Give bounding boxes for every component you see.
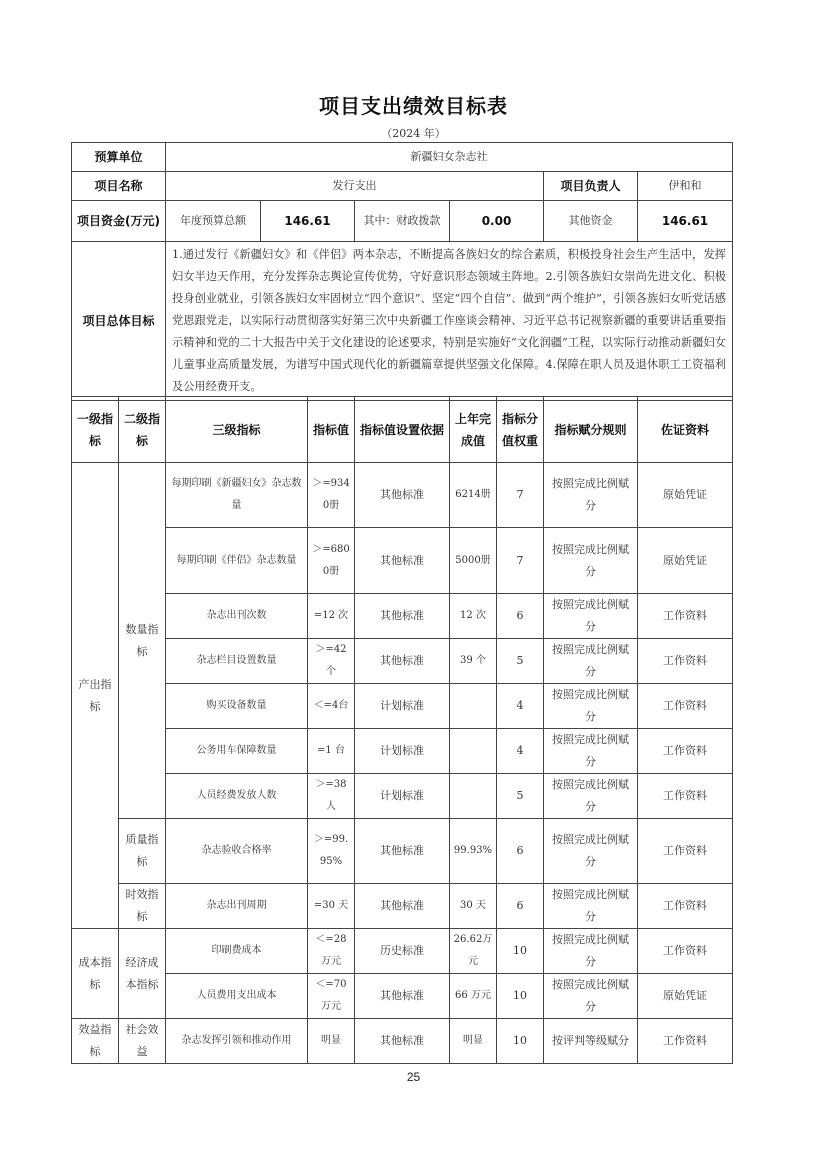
level2-timeliness: 时效指标: [119, 884, 166, 929]
indicator-basis: 其他标准: [355, 463, 450, 528]
indicator-name: 杂志发挥引领和推动作用: [166, 1019, 308, 1064]
evidence: 工作资料: [638, 929, 733, 974]
scoring-rule: 按照完成比例赋分: [544, 729, 638, 774]
table-row: [72, 974, 733, 1019]
last-year-value: 99.93%: [450, 819, 497, 884]
evidence: 工作资料: [638, 884, 733, 929]
evidence: 工作资料: [638, 819, 733, 884]
indicator-basis: 计划标准: [355, 729, 450, 774]
weight: 5: [497, 774, 544, 819]
scoring-rule: 按照完成比例赋分: [544, 929, 638, 974]
indicator-value: ＜=28万元: [308, 929, 355, 974]
table-row: [72, 884, 733, 929]
col-header-last-year: 上年完成值: [450, 397, 497, 463]
last-year-value: 5000册: [450, 528, 497, 594]
scoring-rule: 按照完成比例赋分: [544, 884, 638, 929]
indicator-value: ＞=99.95%: [308, 819, 355, 884]
table-row: [72, 929, 733, 974]
indicator-basis: 其他标准: [355, 884, 450, 929]
col-header-rule: 指标赋分规则: [544, 397, 638, 463]
table-row: [72, 729, 733, 774]
indicator-basis: 其他标准: [355, 1019, 450, 1064]
indicator-basis: 其他标准: [355, 819, 450, 884]
col-header-level2: 二级指标: [119, 397, 166, 463]
weight: 7: [497, 463, 544, 528]
col-header-evidence: 佐证资料: [638, 397, 733, 463]
funds-label: 项目资金(万元): [72, 201, 166, 242]
table-row: [72, 684, 733, 729]
scoring-rule: 按照完成比例赋分: [544, 684, 638, 729]
last-year-value: [450, 684, 497, 729]
indicator-value: ＞=38人: [308, 774, 355, 819]
goal-label: 项目总体目标: [72, 242, 166, 401]
col-header-level3: 三级指标: [166, 397, 308, 463]
evidence: 原始凭证: [638, 463, 733, 528]
scoring-rule: 按照完成比例赋分: [544, 463, 638, 528]
evidence: 工作资料: [638, 684, 733, 729]
project-lead-value: 伊和和: [638, 172, 733, 201]
indicator-name: 每期印刷《新疆妇女》杂志数量: [166, 463, 308, 528]
project-name-label: 项目名称: [72, 172, 166, 201]
weight: 5: [497, 639, 544, 684]
last-year-value: 26.62万元: [450, 929, 497, 974]
last-year-value: 12 次: [450, 594, 497, 639]
indicator-value: ＞=6800册: [308, 528, 355, 594]
indicator-basis: 其他标准: [355, 594, 450, 639]
goal-text: 1.通过发行《新疆妇女》和《伴侣》两本杂志，不断提高各族妇女的综合素质，积极投身社会生产生活中，发挥妇女半边天作用，充分发挥杂志舆论宣传优势，守好意识形态领域主阵地。2.引领各族妇女崇尚先进文化、积极投身创业就业，引领各族妇女牢固树立“四个意识”、坚定“四个自信”、做到“两个维护”，引领各族妇女听党话感党恩跟党走，以实际行动贯彻落实好第三次中央新疆工作座谈会精神、习近平总书记视察新疆的重要讲话重要指示精神和党的二十大报告中关于文化建设的论述要求，特别是实施好“文化润疆”工程，以实际行动推动新疆妇女儿童事业高质量发展，为谱写中国式现代化的新疆篇章提供坚强文化保障。4.保障在职人员及退休职工工资福利及公用经费开支。: [166, 242, 733, 401]
table-row: [72, 463, 733, 528]
indicator-basis: 计划标准: [355, 774, 450, 819]
scoring-rule: 按照完成比例赋分: [544, 974, 638, 1019]
indicator-value: 明显: [308, 1019, 355, 1064]
weight: 10: [497, 974, 544, 1019]
indicator-table: [71, 396, 733, 1064]
weight: 6: [497, 819, 544, 884]
project-info-table: [71, 142, 733, 401]
budget-unit-label: 预算单位: [72, 143, 166, 172]
level2-economic-cost: 经济成本指标: [119, 929, 166, 1019]
indicator-name: 人员费用支出成本: [166, 974, 308, 1019]
page-title: 项目支出绩效目标表: [319, 94, 508, 118]
indicator-value: =12 次: [308, 594, 355, 639]
indicator-name: 杂志出刊次数: [166, 594, 308, 639]
table-row: [72, 774, 733, 819]
table-row: [72, 1019, 733, 1064]
table-row: [72, 819, 733, 884]
last-year-value: 30 天: [450, 884, 497, 929]
scoring-rule: 按照完成比例赋分: [544, 774, 638, 819]
indicator-value: ＞=42个: [308, 639, 355, 684]
level2-social-benefit: 社会效益: [119, 1019, 166, 1064]
indicator-name: 公务用车保障数量: [166, 729, 308, 774]
evidence: 工作资料: [638, 729, 733, 774]
indicator-value: ＜=70万元: [308, 974, 355, 1019]
indicator-basis: 其他标准: [355, 974, 450, 1019]
scoring-rule: 按照完成比例赋分: [544, 528, 638, 594]
scoring-rule: 按照完成比例赋分: [544, 639, 638, 684]
last-year-value: 66 万元: [450, 974, 497, 1019]
indicator-name: 杂志验收合格率: [166, 819, 308, 884]
col-header-level1: 一级指标: [72, 397, 119, 463]
indicator-basis: 历史标准: [355, 929, 450, 974]
weight: 6: [497, 884, 544, 929]
indicator-value: ＜=4台: [308, 684, 355, 729]
indicator-name: 购买设备数量: [166, 684, 308, 729]
fiscal-label: 其中：财政拨款: [355, 201, 450, 242]
last-year-value: [450, 729, 497, 774]
evidence: 工作资料: [638, 594, 733, 639]
indicator-value: =30 天: [308, 884, 355, 929]
table-row: [72, 594, 733, 639]
level2-quantity: 数量指标: [119, 463, 166, 819]
table-row: [72, 528, 733, 594]
weight: 4: [497, 729, 544, 774]
page-number: 25: [406, 1070, 421, 1084]
scoring-rule: 按照完成比例赋分: [544, 594, 638, 639]
indicator-name: 杂志出刊周期: [166, 884, 308, 929]
weight: 4: [497, 684, 544, 729]
annual-total-value: 146.61: [261, 201, 355, 242]
year-label: （2024 年）: [381, 127, 446, 140]
indicator-basis: 计划标准: [355, 684, 450, 729]
last-year-value: 明显: [450, 1019, 497, 1064]
indicator-name: 每期印刷《伴侣》杂志数量: [166, 528, 308, 594]
other-funds-label: 其他资金: [544, 201, 638, 242]
indicator-value: ＞=9340册: [308, 463, 355, 528]
indicator-name: 杂志栏目设置数量: [166, 639, 308, 684]
evidence: 原始凭证: [638, 528, 733, 594]
last-year-value: [450, 774, 497, 819]
indicator-value: =1 台: [308, 729, 355, 774]
evidence: 原始凭证: [638, 974, 733, 1019]
table-row: [72, 639, 733, 684]
col-header-basis: 指标值设置依据: [355, 397, 450, 463]
fiscal-value: 0.00: [450, 201, 544, 242]
project-lead-label: 项目负责人: [544, 172, 638, 201]
evidence: 工作资料: [638, 639, 733, 684]
scoring-rule: 按评判等级赋分: [544, 1019, 638, 1064]
evidence: 工作资料: [638, 774, 733, 819]
last-year-value: 39 个: [450, 639, 497, 684]
weight: 6: [497, 594, 544, 639]
project-name-value: 发行支出: [166, 172, 544, 201]
other-funds-value: 146.61: [638, 201, 733, 242]
annual-total-label: 年度预算总额: [166, 201, 261, 242]
level1-benefit: 效益指标: [72, 1019, 119, 1064]
col-header-weight: 指标分值权重: [497, 397, 544, 463]
indicator-name: 印刷费成本: [166, 929, 308, 974]
weight: 10: [497, 929, 544, 974]
col-header-value: 指标值: [308, 397, 355, 463]
level1-cost: 成本指标: [72, 929, 119, 1019]
scoring-rule: 按照完成比例赋分: [544, 819, 638, 884]
budget-unit-value: 新疆妇女杂志社: [166, 143, 733, 172]
weight: 7: [497, 528, 544, 594]
weight: 10: [497, 1019, 544, 1064]
indicator-basis: 其他标准: [355, 639, 450, 684]
level2-quality: 质量指标: [119, 819, 166, 884]
level1-output: 产出指标: [72, 463, 119, 929]
last-year-value: 6214册: [450, 463, 497, 528]
indicator-basis: 其他标准: [355, 528, 450, 594]
evidence: 工作资料: [638, 1019, 733, 1064]
indicator-name: 人员经费发放人数: [166, 774, 308, 819]
